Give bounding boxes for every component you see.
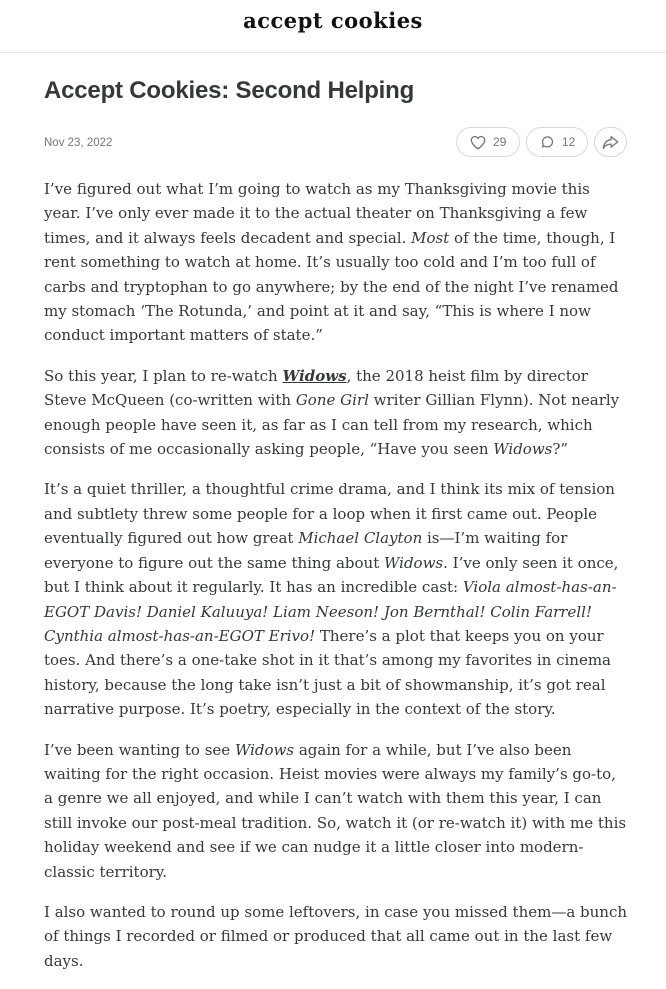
comments-button[interactable] — [526, 127, 588, 157]
publication-logo[interactable]: accept cookies — [243, 8, 423, 33]
like-count: 29 — [493, 135, 507, 149]
like-button[interactable] — [456, 127, 520, 157]
widows-link[interactable]: Widows — [282, 366, 347, 385]
paragraph: I’ve figured out what I’m going to watch as my Thanksgiving movie this year. I’ve only ever made it to the actual theater on Thanksgiving a few times, and it always feels decadent and special. Most of the time, though, I rent something to watch at home. It’s usually too cold and I’m too full of carbs and tryptophan to go anywhere; by the end of the night I’ve renamed my stomach ‘The Rotunda,’ and point at it and say, “This is where I now conduct important matters of state.” — [44, 180, 619, 345]
post-title: Accept Cookies: Second Helping — [44, 77, 415, 104]
paragraph: I’ve been wanting to see Widows again for a while, but I’ve also been waiting for the right occasion. Heist movies were always my family’s go-to, a genre we all enjoyed, and while I can’t watch with them this year, I can still invoke our post-meal tradition. So, watch it (or re-watch it) with me this holiday weekend and see if we can nudge it a little closer into modern-classic territory. — [44, 740, 627, 881]
post-body — [44, 177, 628, 989]
paragraph: I also wanted to round up some leftovers, in case you missed them—a bunch of things I recorded or filmed or produced that all came out in the last few days. — [44, 902, 628, 970]
heart-icon — [470, 135, 486, 150]
post-date: Nov 23, 2022 — [44, 137, 113, 149]
share-arrow-icon — [602, 135, 619, 150]
paragraph: So this year, I plan to re-watch Widows, the 2018 heist film by director Steve McQueen (co-written with Gone Girl writer Gillian Flynn). Not nearly enough people have seen it, as far as I can tell from my research, which consists of me occasionally asking people, “Have you seen Widows?” — [44, 366, 620, 459]
speech-bubble-icon — [540, 135, 555, 150]
paragraph: It’s a quiet thriller, a thoughtful crime drama, and I think its mix of tension and subtlety threw some people for a loop when it first came out. People eventually figured out how great Michael Clayton is—I’m waiting for everyone to figure out the same thing about Widows. I’ve only seen it once, but I think about it regularly. It has an incredible cast: Viola almost-has-an-EGOT Davis! Daniel Kaluuya! Liam Neeson! Jon Bernthal! Colin Farrell! Cynthia almost-has-an-EGOT Erivo! There’s a plot that keeps you on your toes. And there’s a one-take shot in it that’s among my favorites in cinema history, because the long take isn’t just a bit of showmanship, it’s got real narrative purpose. It’s poetry, especially in the context of the story. — [44, 480, 619, 719]
share-button[interactable] — [594, 127, 627, 157]
top-bar — [0, 0, 666, 53]
comment-count: 12 — [562, 135, 576, 149]
